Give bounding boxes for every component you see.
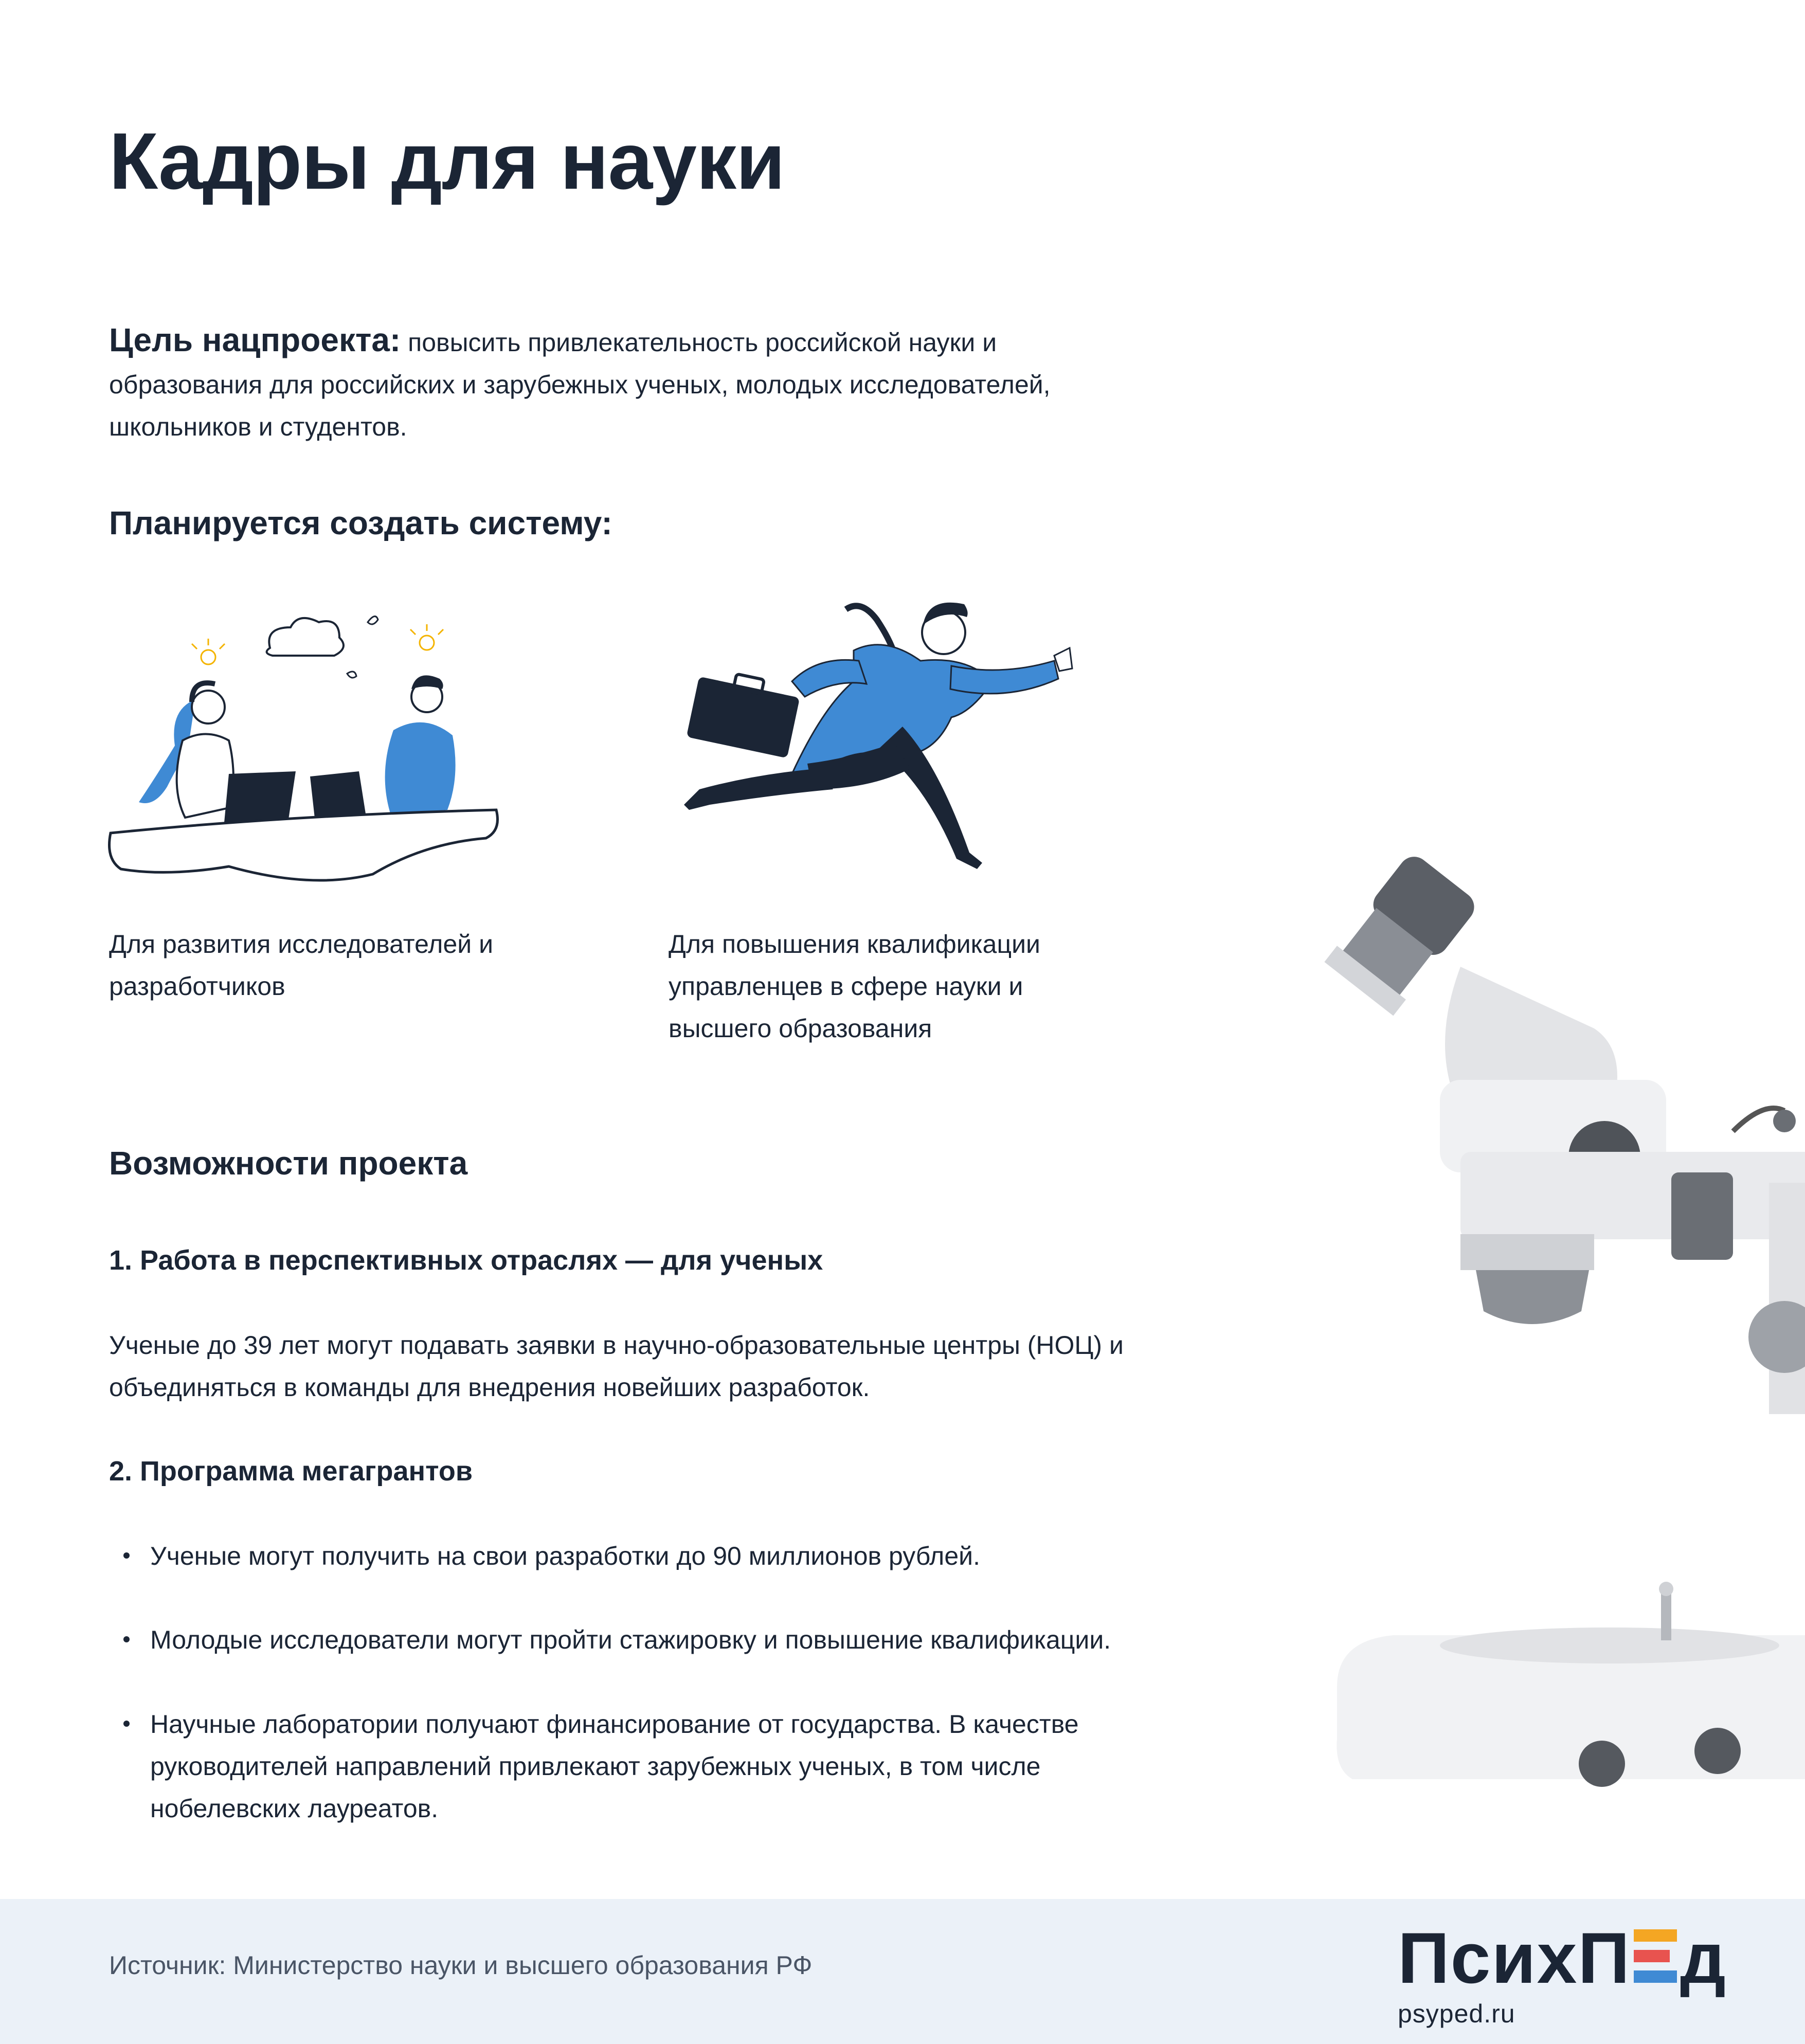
goal-paragraph	[109, 319, 1086, 448]
page-title: Кадры для науки	[109, 117, 785, 206]
bullet-dot	[123, 1552, 130, 1559]
bullet-item	[123, 1703, 1167, 1830]
logo-text	[1398, 1920, 1727, 1997]
footer	[0, 1899, 1805, 2044]
section2-heading: 2. Программа мегагрантов	[109, 1456, 473, 1487]
bullet-dot	[123, 1636, 130, 1642]
opportunities-heading: Возможности проекта	[109, 1145, 468, 1182]
logo-part1: ПсихП	[1398, 1918, 1631, 1998]
logo-stripes-icon	[1634, 1927, 1677, 1983]
researchers-illustration	[105, 596, 501, 884]
goal-text: повысить привлекательность российской науки и образования для российских и зарубежных ученых, молодых исследователей, школьников и студентов.	[109, 328, 1051, 441]
bullet-dot	[123, 1721, 130, 1727]
source-text: Источник: Министерство науки и высшего образования РФ	[109, 1951, 813, 1980]
site-url[interactable]: psyped.ru	[1398, 1999, 1515, 2028]
bullet-item	[123, 1535, 1167, 1577]
bullet-item	[123, 1619, 1167, 1661]
caption-managers: Для повышения квалификации управленцев в сфере науки и высшего образования	[669, 930, 1040, 1043]
section1-heading: 1. Работа в перспективных отраслях — для ученых	[109, 1245, 823, 1276]
section1-text: Ученые до 39 лет могут подавать заявки в научно-образовательные центры (НОЦ) и объединяться в команды для внедрения новейших разработок.	[109, 1331, 1124, 1402]
bullet-text: Научные лаборатории получают финансирование от государства. В качестве руководителей направлений привлекают зарубежных ученых, в том числе нобелевских лауреатов.	[150, 1710, 1079, 1823]
caption-researchers: Для развития исследователей и разработчиков	[109, 930, 493, 1001]
system-heading: Планируется создать систему:	[109, 504, 612, 541]
bullet-text: Ученые могут получить на свои разработки до 90 миллионов рублей.	[150, 1542, 980, 1570]
bullet-text: Молодые исследователи могут пройти стажировку и повышение квалификации.	[150, 1625, 1111, 1654]
logo-part2: д	[1680, 1918, 1727, 1998]
microscope-image	[1306, 854, 1805, 1831]
goal-label: Цель нацпроекта:	[109, 321, 401, 358]
psyped-logo	[1398, 1920, 1727, 2029]
running-manager-illustration	[663, 594, 1080, 882]
